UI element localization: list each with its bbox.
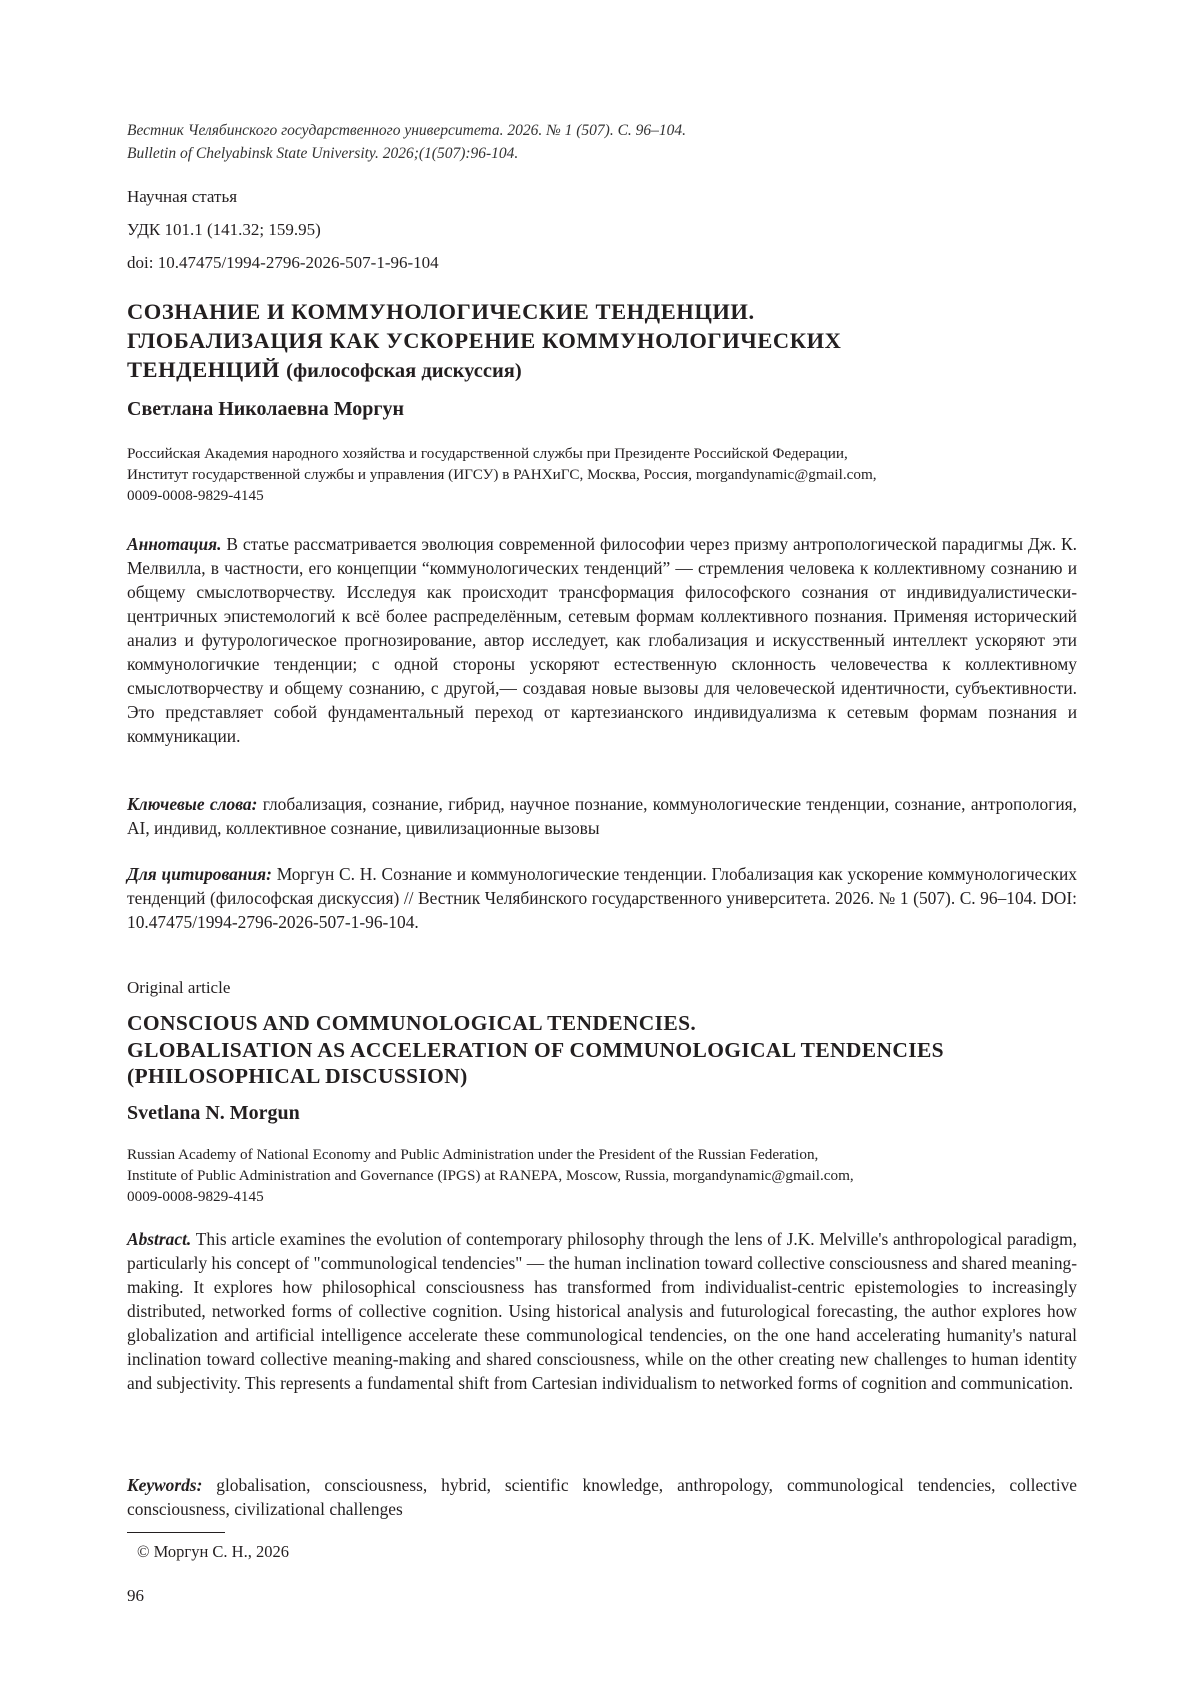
abstract-en-label: Abstract. (127, 1229, 192, 1249)
author-en: Svetlana N. Morgun (127, 1102, 300, 1124)
keywords-ru-text: глобализация, сознание, гибрид, научное познание, коммунологические тенденции, сознание, антропология, AI, индивид, коллективное сознание, цивилизационные вызовы (127, 794, 1077, 838)
citation-ru (127, 862, 1077, 934)
copyright-note: © Моргун С. Н., 2026 (137, 1542, 289, 1561)
citation-ru-label: Для цитирования: (127, 864, 272, 884)
title-ru-subtitle: (философская дискуссия) (286, 360, 522, 382)
title-en-line-1: CONSCIOUS AND COMMUNOLOGICAL TENDENCIES. (127, 1011, 697, 1035)
abstract-en (127, 1227, 1077, 1395)
citation-ru-text: Моргун С. Н. Сознание и коммунологические тенденции. Глобализация как ускорение коммунологических тенденций (философская дискуссия) // Вестник Челябинского государственного университета. 2026. № 1 (507). С. 96–104. DOI: 10.47475/1994-2796-2026-507-1-96-104. (127, 864, 1078, 932)
title-ru-line-3 (127, 355, 1077, 386)
title-en-line-2: GLOBALISATION AS ACCELERATION OF COMMUNOLOGICAL TENDENCIES (127, 1037, 944, 1062)
doi: doi: 10.47475/1994-2796-2026-507-1-96-104 (127, 253, 439, 272)
affiliation-ru-line-2: Институт государственной службы и управления (ИГСУ) в РАНХиГС, Москва, Россия, morgandynamic@gmail.com, (127, 466, 877, 483)
affiliation-en (127, 1144, 1077, 1207)
title-ru-line-3-main: ТЕНДЕНЦИЙ (127, 357, 280, 382)
udk-code: УДК 101.1 (141.32; 159.95) (127, 220, 321, 239)
author-ru: Светлана Николаевна Моргун (127, 398, 405, 420)
affiliation-ru-line-3: 0009-0008-9829-4145 (127, 487, 264, 504)
title-ru-line-2: ГЛОБАЛИЗАЦИЯ КАК УСКОРЕНИЕ КОММУНОЛОГИЧЕСКИХ (127, 328, 842, 353)
affiliation-en-line-3: 0009-0008-9829-4145 (127, 1188, 264, 1205)
journal-citation-header (127, 119, 1077, 165)
keywords-en-text: globalisation, consciousness, hybrid, scientific knowledge, anthropology, communological tendencies, collective consciousness, civilizational challenges (127, 1475, 1077, 1519)
article-type-ru: Научная статья (127, 187, 238, 206)
affiliation-en-line-2: Institute of Public Administration and Governance (IPGS) at RANEPA, Moscow, Russia, morgandynamic@gmail.com, (127, 1167, 854, 1184)
page-number: 96 (127, 1586, 144, 1605)
title-ru-line-1: СОЗНАНИЕ И КОММУНОЛОГИЧЕСКИЕ ТЕНДЕНЦИИ. (127, 299, 755, 324)
affiliation-ru (127, 443, 1077, 506)
affiliation-en-line-1: Russian Academy of National Economy and Public Administration under the President of the Russian Federation, (127, 1146, 819, 1163)
affiliation-ru-line-1: Российская Академия народного хозяйства и государственной службы при Президенте Российской Федерации, (127, 445, 848, 462)
abstract-ru-text: В статье рассматривается эволюция современной философии через призму антропологической парадигмы Дж. К. Мелвилла, в частности, его концепции “коммунологических тенденций” — стремления человека к коллективному сознанию и общему смыслотворчеству. Исследуя как происходит трансформация философского сознания от индивидуалистически-центричных эпистемологий к всё более распределённым, сетевым формам коллективного познания. Применяя исторический анализ и футурологическое прогнозирование, автор исследует, как глобализация и искусственный интеллект ускоряют эти коммунологичкие тенденции; с одной стороны ускоряют естественную склонность человечества к коллективному смыслотворчеству и общему сознанию, с другой,— создавая новые вызовы для человеческой идентичности, субъективности. Это представляет собой фундаментальный переход от картезианского индивидуализма к сетевым формам познания и коммуникации. (127, 534, 1077, 746)
journal-citation-ru: Вестник Челябинского государственного университета. 2026. № 1 (507). С. 96–104. (127, 122, 687, 139)
abstract-ru (127, 532, 1077, 748)
article-type-en: Original article (127, 978, 231, 997)
journal-citation-en: Bulletin of Chelyabinsk State University. 2026;(1(507):96-104. (127, 145, 519, 162)
abstract-ru-label: Аннотация. (127, 534, 222, 554)
abstract-en-text: This article examines the evolution of contemporary philosophy through the lens of J.K. Melville's anthropological paradigm, particularly his concept of "communological tendencies" — the human inclination toward collective consciousness and shared meaning-making. It explores how philosophical consciousness has transformed from individualist-centric epistemologies to increasingly distributed, networked forms of collective cognition. Using historical analysis and futurological forecasting, the author explores how globalization and artificial intelligence accelerate these communological tendencies, on the one hand accelerating humanity's natural inclination toward collective meaning-making and shared consciousness, while on the other creating new challenges to human identity and subjectivity. This represents a fundamental shift from Cartesian individualism to networked forms of cognition and communication. (127, 1229, 1077, 1393)
title-ru (127, 297, 1077, 386)
keywords-en-label: Keywords: (127, 1475, 203, 1495)
title-en (127, 1010, 1077, 1090)
title-en-line-3: (PHILOSOPHICAL DISCUSSION) (127, 1064, 468, 1088)
keywords-ru-label: Ключевые слова: (127, 794, 258, 814)
keywords-en (127, 1473, 1077, 1521)
keywords-ru (127, 792, 1077, 840)
footnote-divider (127, 1532, 225, 1533)
